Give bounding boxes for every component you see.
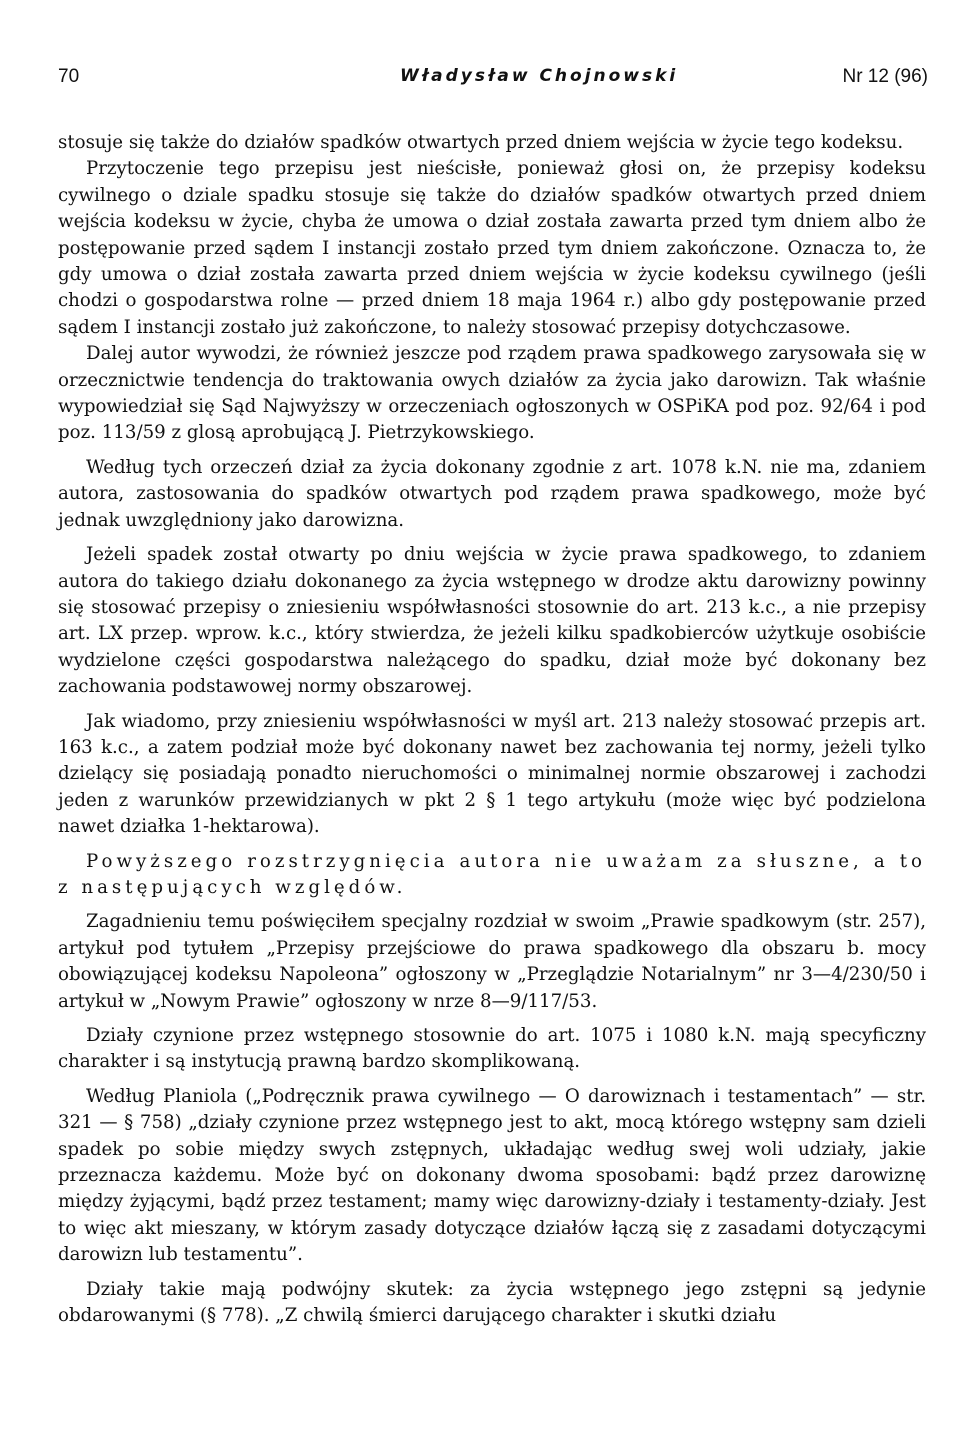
paragraph: Przytoczenie tego przepisu jest nieścisłe, ponieważ głosi on, że przepisy kodeksu cywilnego o dziale spadku stosuje się także do działów spadków otwartych przed dniem wejścia kodeksu w życie, chyba że umowa o dział została zawarta przed tym dniem albo że postępowanie przed sądem I instancji zostało przed tym dniem zakończone. Oznacza to, że gdy umowa o dział została zawarta przed dniem wejścia w życie kodeksu cywilnego (jeśli chodzi o gospodarstwa rolne — przed dniem 18 maja 1964 r.) albo gdy postępowanie przed sądem I instancji zostało już zakończone, to należy stosować przepisy dotychczasowe.	[58, 158, 926, 338]
paragraph: Dalej autor wywodzi, że również jeszcze pod rządem prawa spadkowego zarysowała się w orzecznictwie tendencja do traktowania owych działów za życia jako darowizn. Tak właśnie wypowiedział się Sąd Najwyższy w orzeczeniach ogłoszonych w OSPiKA pod poz. 92/64 i pod poz. 113/59 z glosą aprobującą J. Pietrzykowskiego.	[58, 343, 926, 444]
paragraph: Działy takie mają podwójny skutek: za życia wstępnego jego zstępni są jedynie obdarowanymi (§ 778). „Z chwilą śmierci darującego charakter i skutki działu	[58, 1278, 926, 1327]
body-text	[58, 130, 926, 1329]
page-number: 70	[58, 66, 80, 87]
paragraph: Według tych orzeczeń dział za życia dokonany zgodnie z art. 1078 k.N. nie ma, zdaniem autora, zastosowania do spadków otwartych pod rządem prawa spadkowego, może być jednak uwzględniony jako darowizna.	[58, 456, 926, 531]
paragraph: Działy czynione przez wstępnego stosownie do art. 1075 i 1080 k.N. mają specyficzny charakter i są instytucją prawną bardzo skomplikowaną.	[58, 1025, 926, 1073]
emphasized-paragraph: Powyższego rozstrzygnięcia autora nie uważam za słuszne, a to z następujących względów.	[58, 850, 926, 898]
paragraph: Zagadnieniu temu poświęciłem specjalny rozdział w swoim „Prawie spadkowym (str. 257), artykuł pod tytułem „Przepisy przejściowe do prawa spadkowego dla obszaru b. mocy obowiązującej kodeksu Napoleona” ogłoszony w „Przeglądzie Notarialnym” nr 3—4/230/50 i artykuł w „Nowym Prawie” ogłoszony w nrze 8—9/117/53.	[58, 911, 926, 1012]
paragraph: Według Planiola („Podręcznik prawa cywilnego — O darowiznach i testamentach” — str. 321 — § 758) „działy czynione przez wstępnego jest to akt, mocą którego wstępny sam dzieli spadek po sobie między swych zstępnych, układając według swej woli udziały, jakie przeznacza każdemu. Może być on dokonany dwoma sposobami: bądź przez darowiznę między żyjącymi, bądź przez testament; mamy więc darowizny-działy i testamenty-działy. Jest to więc akt mieszany, w którym zasady dotyczące działów łączą się z zasadami dotyczącymi darowizn lub testamentu”.	[58, 1085, 926, 1266]
page-header	[58, 66, 928, 96]
paragraph: stosuje się także do działów spadków otwartych przed dniem wejścia w życie tego kodeksu.	[58, 132, 904, 153]
paragraph: Jeżeli spadek został otwarty po dniu wejścia w życie prawa spadkowego, to zdaniem autora do takiego działu dokonanego za życia wstępnego w drodze aktu darowizny powinny się stosować przepisy o zniesieniu współwłasności stosownie do art. 213 k.c., a nie przepisy art. LX przep. wprow. k.c., który stwierdza, że jeżeli kilku spadkobierców użytkuje osobiście wydzielone części gospodarstwa należącego do spadku, dział może być dokonany bez zachowania podstawowej normy obszarowej.	[58, 544, 926, 698]
running-title: Władysław Chojnowski	[400, 66, 679, 86]
paragraph: Jak wiadomo, przy zniesieniu współwłasności w myśl art. 213 należy stosować przepis art. 163 k.c., a zatem podział może być dokonany nawet bez zachowania tej normy, jeżeli tylko dzielący się posiadają ponadto nieruchomości o minimalnej normie obszarowej i zachodzi jeden z warunków przewidzianych w pkt 2 § 1 tego artykułu (może więc być podzielona nawet działka 1-hektarowa).	[58, 710, 926, 838]
issue-number: Nr 12 (96)	[842, 66, 928, 87]
